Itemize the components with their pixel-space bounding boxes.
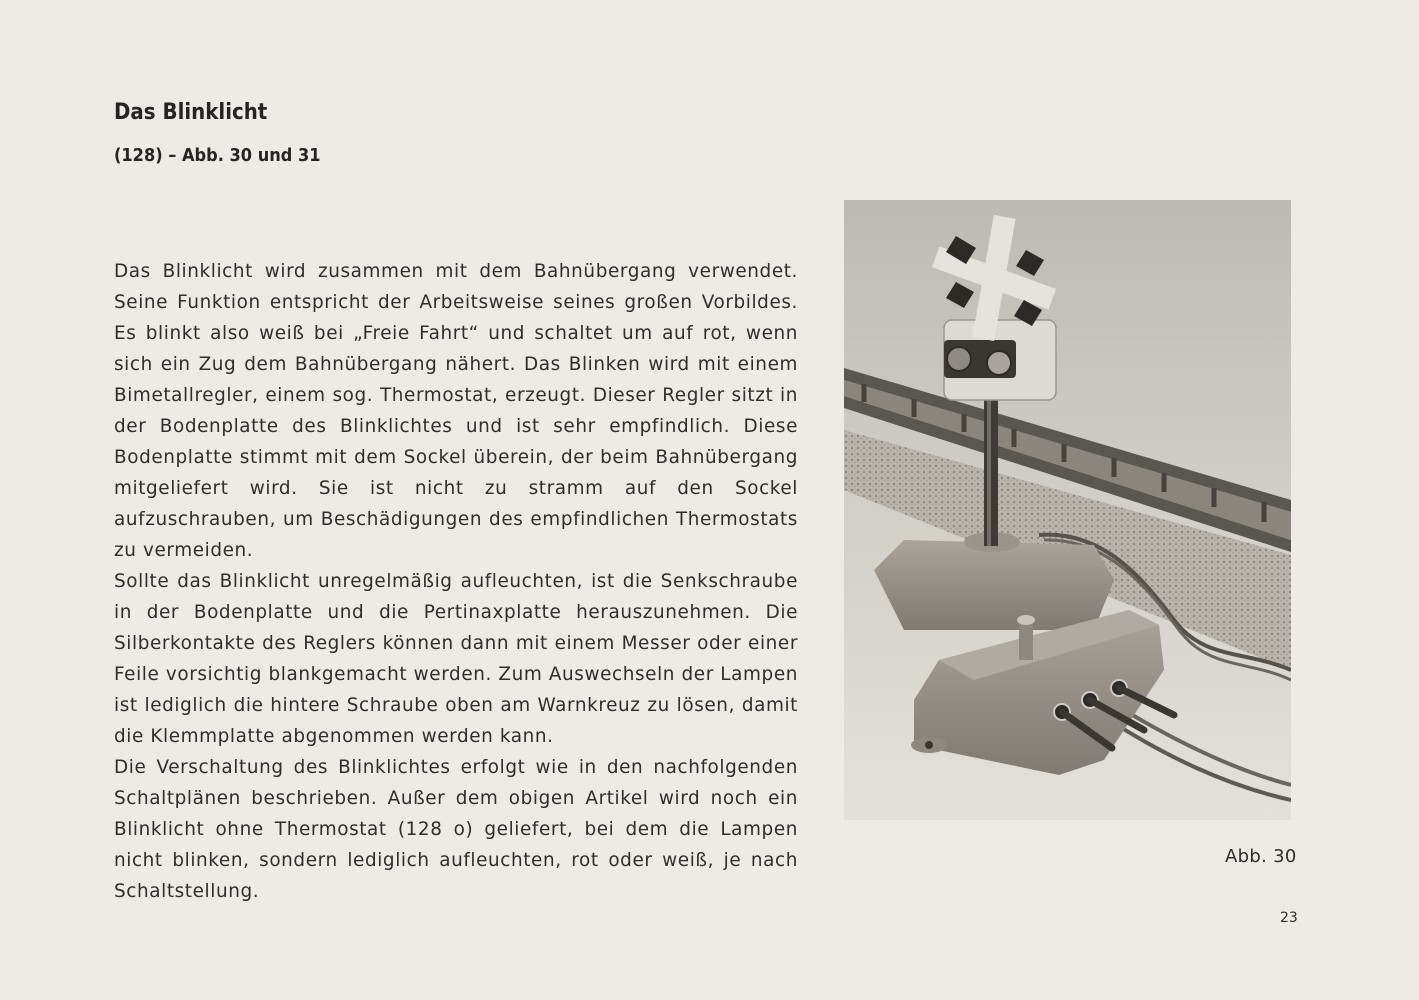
blinklicht-illustration bbox=[844, 200, 1291, 820]
paragraph-1: Das Blinklicht wird zusammen mit dem Bahnübergang verwendet. Seine Funktion entspricht der Arbeitsweise seines großen Vorbildes. Es blinkt also weiß bei „Freie Fahrt“ und schaltet um auf rot, wenn sich ein Zug dem Bahnübergang nähert. Das Blinken wird mit einem Bimetallregler, einem sog. Thermostat, erzeugt. Dieser Regler sitzt in der Bodenplatte des Blinklichtes und ist sehr empfindlich. Diese Bodenplatte stimmt mit dem Sockel überein, der beim Bahnübergang mitgeliefert wird. Sie ist nicht zu stramm auf den Sockel aufzuschrauben, um Beschädigungen des empfindlichen Thermostats zu vermeiden. bbox=[114, 261, 798, 561]
product-photo bbox=[844, 200, 1291, 820]
figure-caption: Abb. 30 bbox=[1225, 846, 1297, 867]
paragraph-3: Die Verschaltung des Blinklichtes erfolgt wie in den nachfolgenden Schaltplänen beschrieben. Außer dem obigen Artikel wird noch ein Blinklicht ohne Thermostat (128 o) geliefert, bei dem die Lampen nicht blinken, sondern lediglich aufleuchten, rot oder weiß, je nach Schaltstellung. bbox=[114, 757, 798, 902]
section-title: Das Blinklicht bbox=[114, 100, 268, 125]
paragraph-2: Sollte das Blinklicht unregelmäßig aufleuchten, ist die Senkschraube in der Bodenplatte und die Pertinaxplatte herauszunehmen. Die Silberkontakte des Reglers können dann mit einem Messer oder einer Feile vorsichtig blankgemacht werden. Zum Auswechseln der Lampen ist lediglich die hintere Schraube oben am Warnkreuz zu lösen, damit die Klemmplatte abgenommen werden kann. bbox=[114, 571, 798, 747]
section-subtitle: (128) – Abb. 30 und 31 bbox=[114, 145, 321, 166]
page-number: 23 bbox=[1280, 910, 1298, 926]
body-text bbox=[114, 256, 798, 907]
